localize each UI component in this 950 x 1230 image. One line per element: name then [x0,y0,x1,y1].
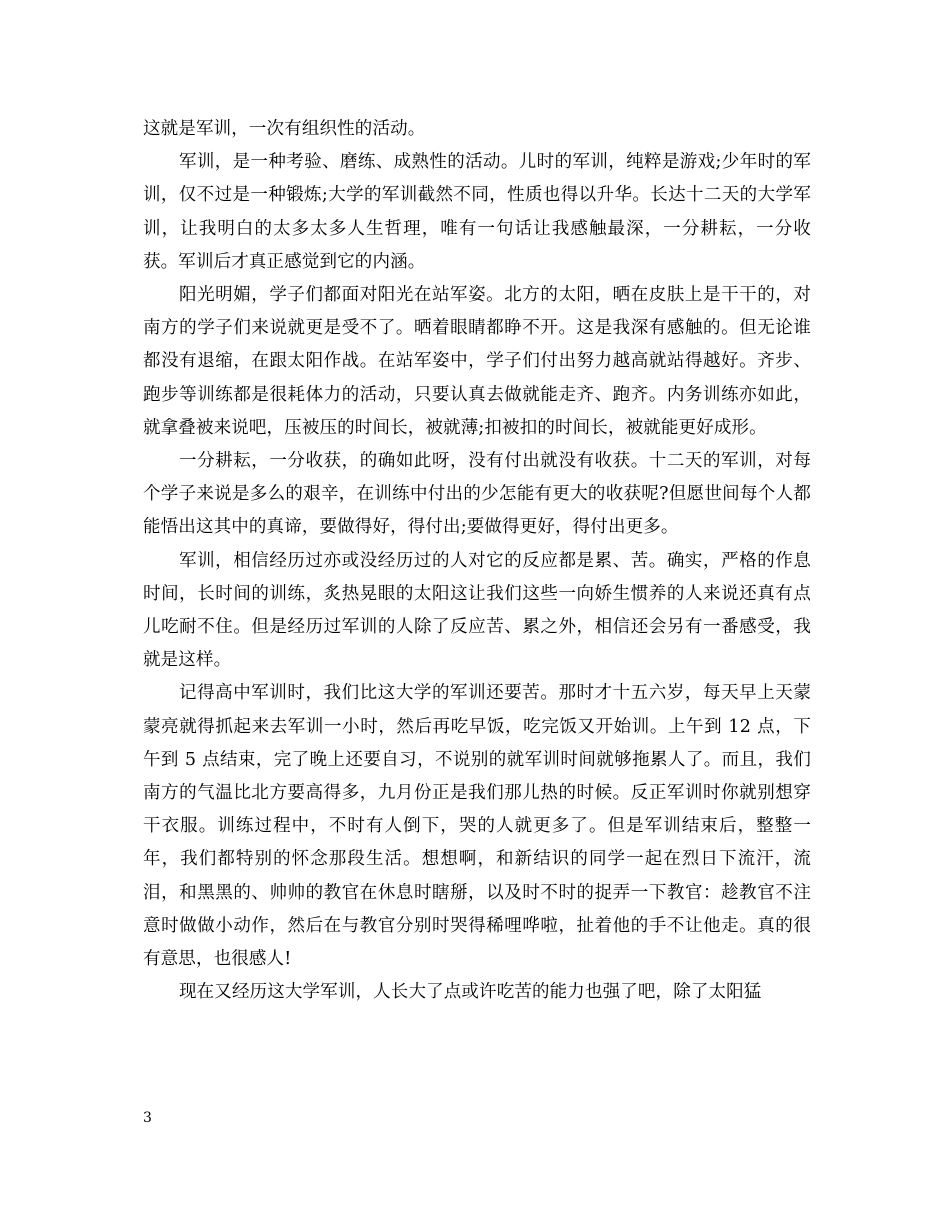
paragraph: 军训，是一种考验、磨练、成熟性的活动。儿时的军训，纯粹是游戏;少年时的军训，仅不过是一种锻炼;大学的军训截然不同，性质也得以升华。长达十二天的大学军训，让我明白的太多太多人生哲理，唯有一句话让我感触最深，一分耕耘，一分收获。军训后才真正感觉到它的内涵。 [143,152,811,272]
paragraph: 现在又经历这大学军训，人长大了点或许吃苦的能力也强了吧，除了太阳猛 [179,982,762,1003]
paragraph: 这就是军训，一次有组织性的活动。 [143,119,426,139]
paragraph: 一分耕耘，一分收获，的确如此呀，没有付出就没有收获。十二天的军训，对每个学子来说是多么的艰辛，在训练中付出的少怎能有更大的收获呢?但愿世间每个人都能悟出这其中的真谛，要做得好，得付出;要做得更好，得付出更多。 [143,451,811,538]
body-text [143,113,811,1009]
page-number: 3 [143,1110,152,1126]
paragraph: 军训，相信经历过亦或没经历过的人对它的反应都是累、苦。确实，严格的作息时间，长时间的训练，炙热晃眼的太阳这让我们这些一向娇生惯养的人来说还真有点儿吃耐不住。但是经历过军训的人除了反应苦、累之外，相信还会另有一番感受，我就是这样。 [143,550,811,671]
paragraph: 阳光明媚，学子们都面对阳光在站军姿。北方的太阳，晒在皮肤上是干干的，对南方的学子们来说就更是受不了。晒着眼睛都睁不开。这是我深有感触的。但无论谁都没有退缩，在跟太阳作战。在站军姿中，学子们付出努力越高就站得越好。齐步、跑步等训练都是很耗体力的活动，只要认真去做就能走齐、跑齐。内务训练亦如此，就拿叠被来说吧，压被压的时间长，被就薄;扣被扣的时间长，被就能更好成形。 [143,285,811,438]
paragraph: 记得高中军训时，我们比这大学的军训还要苦。那时才十五六岁，每天早上天蒙蒙亮就得抓起来去军训一小时，然后再吃早饭，吃完饭又开始训。上午到 12 点，下午到 5 点结束，完了晚上还要自习，不说别的就军训时间就够拖累人了。而且，我们南方的气温比北方要高得多，九月份正是我们那儿热的时候。反正军训时你就别想穿干衣服。训练过程中，不时有人倒下，哭的人就更多了。但是军训结束后，整整一年，我们都特别的怀念那段生活。想想啊，和新结识的同学一起在烈日下流汗，流泪，和黑黑的、帅帅的教官在休息时瞎掰，以及时不时的捉弄一下教官：趁教官不注意时做做小动作，然后在与教官分别时哭得稀哩哗啦，扯着他的手不让他走。真的很有意思，也很感人! [143,683,811,970]
